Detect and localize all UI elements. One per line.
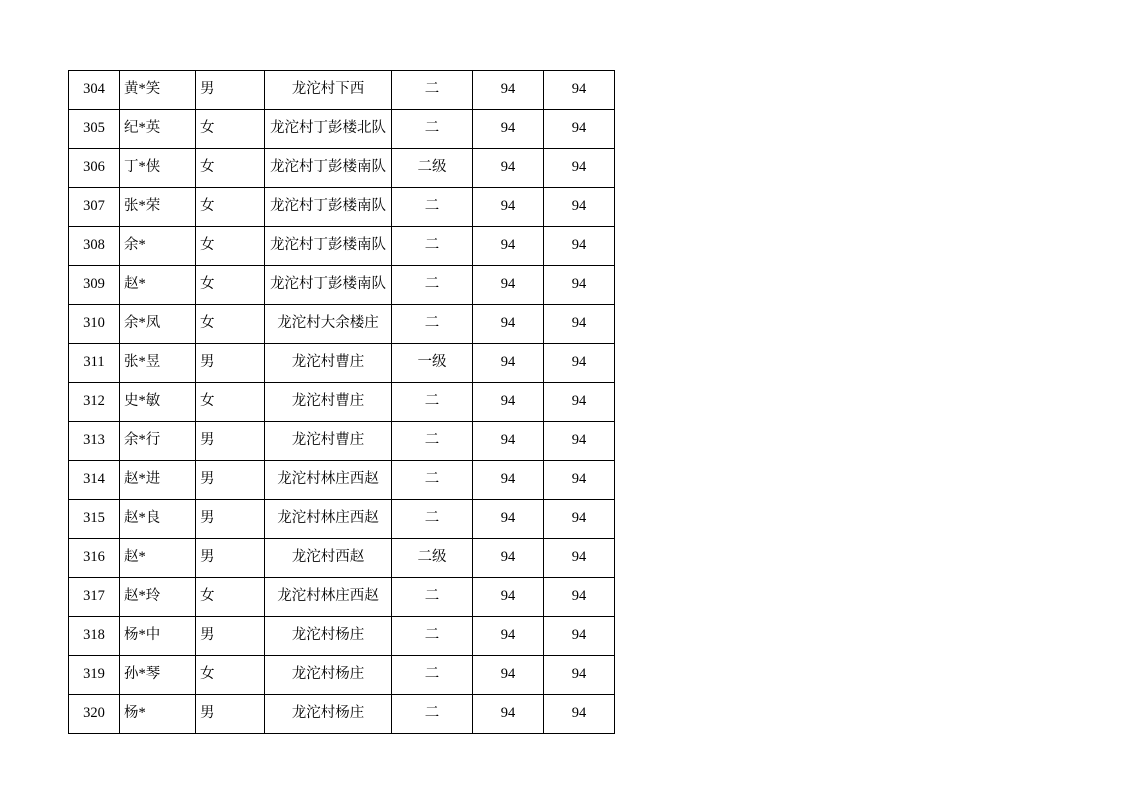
table-cell-id: 314: [69, 461, 120, 500]
table-cell-gender: 女: [196, 383, 265, 422]
table-row: [69, 110, 615, 149]
table-cell-id: 305: [69, 110, 120, 149]
table-cell-id: 311: [69, 344, 120, 383]
table-row: [69, 71, 615, 110]
table-cell-name: 杨*中: [120, 617, 196, 656]
table-row: [69, 578, 615, 617]
table-cell-level: 二级: [392, 539, 473, 578]
table-cell-value2: 94: [544, 656, 615, 695]
table-row: [69, 461, 615, 500]
table-cell-level: 二: [392, 383, 473, 422]
table-cell-level: 二: [392, 461, 473, 500]
table-cell-level: 二: [392, 188, 473, 227]
table-cell-address: 龙沱村曹庄: [265, 422, 392, 461]
table-cell-value2: 94: [544, 71, 615, 110]
table-cell-value2: 94: [544, 422, 615, 461]
table-cell-value1: 94: [473, 422, 544, 461]
table-cell-id: 307: [69, 188, 120, 227]
table-cell-value2: 94: [544, 188, 615, 227]
table-cell-value2: 94: [544, 500, 615, 539]
table-cell-level: 二: [392, 227, 473, 266]
table-cell-value1: 94: [473, 71, 544, 110]
table-cell-value1: 94: [473, 344, 544, 383]
table-cell-address: 龙沱村大余楼庄: [265, 305, 392, 344]
table-cell-value1: 94: [473, 539, 544, 578]
table-cell-value1: 94: [473, 500, 544, 539]
table-cell-gender: 男: [196, 461, 265, 500]
table-cell-name: 纪*英: [120, 110, 196, 149]
table-row: [69, 383, 615, 422]
table-cell-address: 龙沱村丁彭楼南队: [265, 227, 392, 266]
table-cell-address: 龙沱村林庄西赵: [265, 500, 392, 539]
table-cell-id: 318: [69, 617, 120, 656]
table-cell-id: 312: [69, 383, 120, 422]
table-cell-gender: 男: [196, 71, 265, 110]
table-cell-gender: 女: [196, 305, 265, 344]
table-cell-name: 黄*笑: [120, 71, 196, 110]
table-row: [69, 305, 615, 344]
table-cell-gender: 女: [196, 110, 265, 149]
table-cell-level: 二: [392, 500, 473, 539]
table-cell-level: 二: [392, 110, 473, 149]
table-cell-level: 二: [392, 71, 473, 110]
table-cell-value1: 94: [473, 266, 544, 305]
table-cell-name: 赵*进: [120, 461, 196, 500]
table-cell-level: 二: [392, 266, 473, 305]
table-cell-gender: 男: [196, 422, 265, 461]
table-cell-gender: 女: [196, 149, 265, 188]
table-row: [69, 344, 615, 383]
table-cell-name: 余*行: [120, 422, 196, 461]
roster-table: [68, 70, 615, 734]
table-cell-name: 赵*: [120, 539, 196, 578]
table-cell-gender: 女: [196, 656, 265, 695]
table-cell-gender: 男: [196, 695, 265, 734]
table-cell-gender: 女: [196, 578, 265, 617]
table-cell-id: 319: [69, 656, 120, 695]
table-cell-address: 龙沱村杨庄: [265, 656, 392, 695]
table-cell-id: 310: [69, 305, 120, 344]
table-cell-id: 309: [69, 266, 120, 305]
table-cell-id: 316: [69, 539, 120, 578]
table-cell-value2: 94: [544, 305, 615, 344]
table-cell-value1: 94: [473, 617, 544, 656]
table-cell-name: 张*荣: [120, 188, 196, 227]
table-cell-id: 304: [69, 71, 120, 110]
table-cell-value1: 94: [473, 695, 544, 734]
table-cell-address: 龙沱村曹庄: [265, 383, 392, 422]
table-cell-id: 308: [69, 227, 120, 266]
table-cell-value1: 94: [473, 227, 544, 266]
table-row: [69, 227, 615, 266]
roster-table-body: [69, 71, 615, 734]
table-cell-level: 二: [392, 305, 473, 344]
table-cell-gender: 男: [196, 539, 265, 578]
table-cell-address: 龙沱村丁彭楼北队: [265, 110, 392, 149]
table-cell-name: 赵*: [120, 266, 196, 305]
table-cell-address: 龙沱村丁彭楼南队: [265, 266, 392, 305]
table-cell-gender: 男: [196, 617, 265, 656]
table-cell-value2: 94: [544, 695, 615, 734]
table-cell-address: 龙沱村林庄西赵: [265, 578, 392, 617]
table-cell-address: 龙沱村杨庄: [265, 695, 392, 734]
table-row: [69, 500, 615, 539]
table-cell-address: 龙沱村下西: [265, 71, 392, 110]
table-cell-level: 二: [392, 695, 473, 734]
table-cell-address: 龙沱村杨庄: [265, 617, 392, 656]
table-cell-level: 二: [392, 422, 473, 461]
table-cell-name: 丁*侠: [120, 149, 196, 188]
table-row: [69, 149, 615, 188]
table-cell-name: 赵*玲: [120, 578, 196, 617]
table-cell-gender: 女: [196, 227, 265, 266]
table-cell-value1: 94: [473, 383, 544, 422]
table-cell-level: 二: [392, 656, 473, 695]
table-cell-value2: 94: [544, 149, 615, 188]
table-cell-id: 313: [69, 422, 120, 461]
table-cell-level: 二: [392, 617, 473, 656]
table-row: [69, 617, 615, 656]
table-cell-value1: 94: [473, 110, 544, 149]
table-cell-gender: 男: [196, 344, 265, 383]
table-cell-name: 杨*: [120, 695, 196, 734]
table-cell-value1: 94: [473, 461, 544, 500]
table-cell-name: 余*凤: [120, 305, 196, 344]
table-cell-value1: 94: [473, 305, 544, 344]
table-cell-id: 306: [69, 149, 120, 188]
table-cell-address: 龙沱村丁彭楼南队: [265, 149, 392, 188]
table-cell-value2: 94: [544, 110, 615, 149]
table-cell-value2: 94: [544, 578, 615, 617]
table-cell-gender: 女: [196, 266, 265, 305]
table-cell-value2: 94: [544, 266, 615, 305]
table-cell-level: 二: [392, 578, 473, 617]
table-cell-address: 龙沱村丁彭楼南队: [265, 188, 392, 227]
roster-table-container: [68, 70, 615, 734]
table-cell-name: 史*敏: [120, 383, 196, 422]
table-cell-value2: 94: [544, 383, 615, 422]
table-cell-address: 龙沱村曹庄: [265, 344, 392, 383]
table-cell-level: 二级: [392, 149, 473, 188]
table-cell-name: 余*: [120, 227, 196, 266]
table-cell-gender: 女: [196, 188, 265, 227]
table-row: [69, 422, 615, 461]
table-cell-gender: 男: [196, 500, 265, 539]
table-cell-value2: 94: [544, 617, 615, 656]
table-cell-id: 320: [69, 695, 120, 734]
table-cell-address: 龙沱村西赵: [265, 539, 392, 578]
table-cell-value2: 94: [544, 461, 615, 500]
table-cell-value1: 94: [473, 149, 544, 188]
table-row: [69, 656, 615, 695]
table-cell-value2: 94: [544, 539, 615, 578]
table-row: [69, 695, 615, 734]
table-cell-name: 赵*良: [120, 500, 196, 539]
table-cell-value1: 94: [473, 656, 544, 695]
table-cell-level: 一级: [392, 344, 473, 383]
table-row: [69, 188, 615, 227]
table-cell-value1: 94: [473, 188, 544, 227]
table-cell-value2: 94: [544, 344, 615, 383]
table-row: [69, 266, 615, 305]
table-cell-id: 317: [69, 578, 120, 617]
table-cell-value1: 94: [473, 578, 544, 617]
table-row: [69, 539, 615, 578]
table-cell-name: 孙*琴: [120, 656, 196, 695]
table-cell-address: 龙沱村林庄西赵: [265, 461, 392, 500]
table-cell-value2: 94: [544, 227, 615, 266]
table-cell-id: 315: [69, 500, 120, 539]
table-cell-name: 张*昱: [120, 344, 196, 383]
